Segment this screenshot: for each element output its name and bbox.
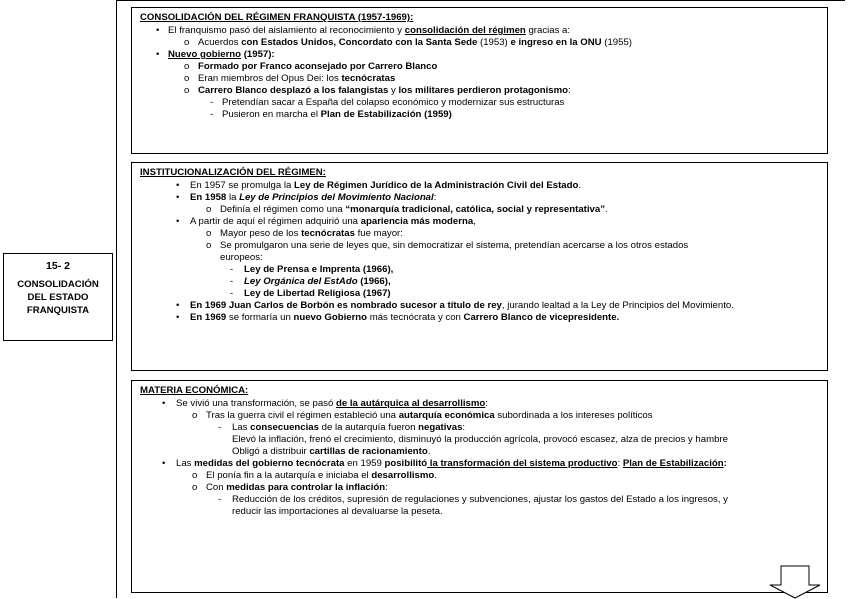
down-arrow-icon	[768, 565, 822, 599]
list-item: • Se vivió una transformación, se pasó de la autárquica al desarrollismo:	[162, 398, 488, 409]
list-item: reducir las importaciones al devaluarse la peseta.	[232, 506, 443, 517]
list-item: o Formado por Franco aconsejado por Carrero Blanco	[184, 61, 438, 72]
list-item: • El franquismo pasó del aislamiento al reconocimiento y consolidación del régimen gracias a:	[156, 25, 571, 36]
list-item: - Las consecuencias de la autarquía fueron negativas:	[218, 422, 466, 433]
list-item: • Las medidas del gobierno tecnócrata en 1959 posibilitó la transformación del sistema productivo: Plan de Estabilización:	[162, 458, 727, 469]
section-institucionalizacion	[131, 162, 828, 371]
list-item: o El ponía fin a la autarquía e iniciaba el desarrollismo.	[192, 470, 437, 481]
section-title: MATERIA ECONÓMICA:	[140, 385, 249, 396]
topic-title: CONSOLIDACIÓN DEL ESTADO FRANQUISTA	[17, 279, 99, 316]
list-item: o Carrero Blanco desplazó a los falangistas y los militares perdieron protagonismo:	[184, 85, 571, 96]
list-item: Elevó la inflación, frenó el crecimiento, disminuyó la producción agrícola, provocó escasez, alza de precios y hambre	[232, 434, 728, 445]
list-item: Obligó a distribuir cartillas de racionamiento.	[232, 446, 431, 457]
list-item: o Se promulgaron una serie de leyes que, sin democratizar el sistema, pretendían acercarse a los otros estados	[206, 240, 689, 251]
list-item: - Pusieron en marcha el Plan de Estabilización (1959)	[210, 109, 452, 120]
list-item: o Mayor peso de los tecnócratas fue mayor:	[206, 228, 403, 239]
list-item: o Eran miembros del Opus Dei: los tecnócratas	[184, 73, 396, 84]
list-item: - Pretendían sacar a España del colapso económico y modernizar sus estructuras	[210, 97, 565, 108]
side-label-box	[3, 253, 113, 341]
list-item: • En 1957 se promulga la Ley de Régimen Jurídico de la Administración Civil del Estado.	[176, 180, 581, 191]
list-item: • En 1969 se formaría un nuevo Gobierno más tecnócrata y con Carrero Blanco de vicepresidente.	[176, 312, 620, 323]
list-item: - Ley Orgánica del EstAdo (1966),	[230, 276, 391, 287]
list-item: o Acuerdos con Estados Unidos, Concordato con la Santa Sede (1953) e ingreso en la ONU (1955)	[184, 37, 633, 48]
section-materia-economica	[131, 380, 828, 593]
list-item: • En 1969 Juan Carlos de Borbón es nombrado sucesor a título de rey, jurando lealtad a la Ley de Principios del Movimiento.	[176, 300, 734, 311]
list-item: • Nuevo gobierno (1957):	[156, 49, 275, 60]
list-item: - Reducción de los créditos, supresión de regulaciones y subvenciones, ajustar los gastos del Estado a los ingresos, y	[218, 494, 728, 505]
list-item: o Definía el régimen como una “monarquía tradicional, católica, social y representativa”.	[206, 204, 608, 215]
topic-number: 15- 2	[46, 260, 70, 272]
list-item: - Ley de Prensa e Imprenta (1966),	[230, 264, 394, 275]
section-title: CONSOLIDACIÓN DEL RÉGIMEN FRANQUISTA (1957-1969):	[140, 12, 414, 23]
list-item: • En 1958 la Ley de Principios del Movimiento Nacional:	[176, 192, 437, 203]
list-item: - Ley de Libertad Religiosa (1967)	[230, 288, 391, 299]
list-item: o Con medidas para controlar la inflación:	[192, 482, 388, 493]
section-consolidacion	[131, 7, 828, 154]
list-item: • A partir de aquí el régimen adquirió una apariencia más moderna,	[176, 216, 476, 227]
section-title: INSTITUCIONALIZACIÓN DEL RÉGIMEN:	[140, 167, 326, 178]
list-item: o Tras la guerra civil el régimen estableció una autarquía económica subordinada a los intereses políticos	[192, 410, 653, 421]
list-item: europeos:	[220, 252, 263, 263]
